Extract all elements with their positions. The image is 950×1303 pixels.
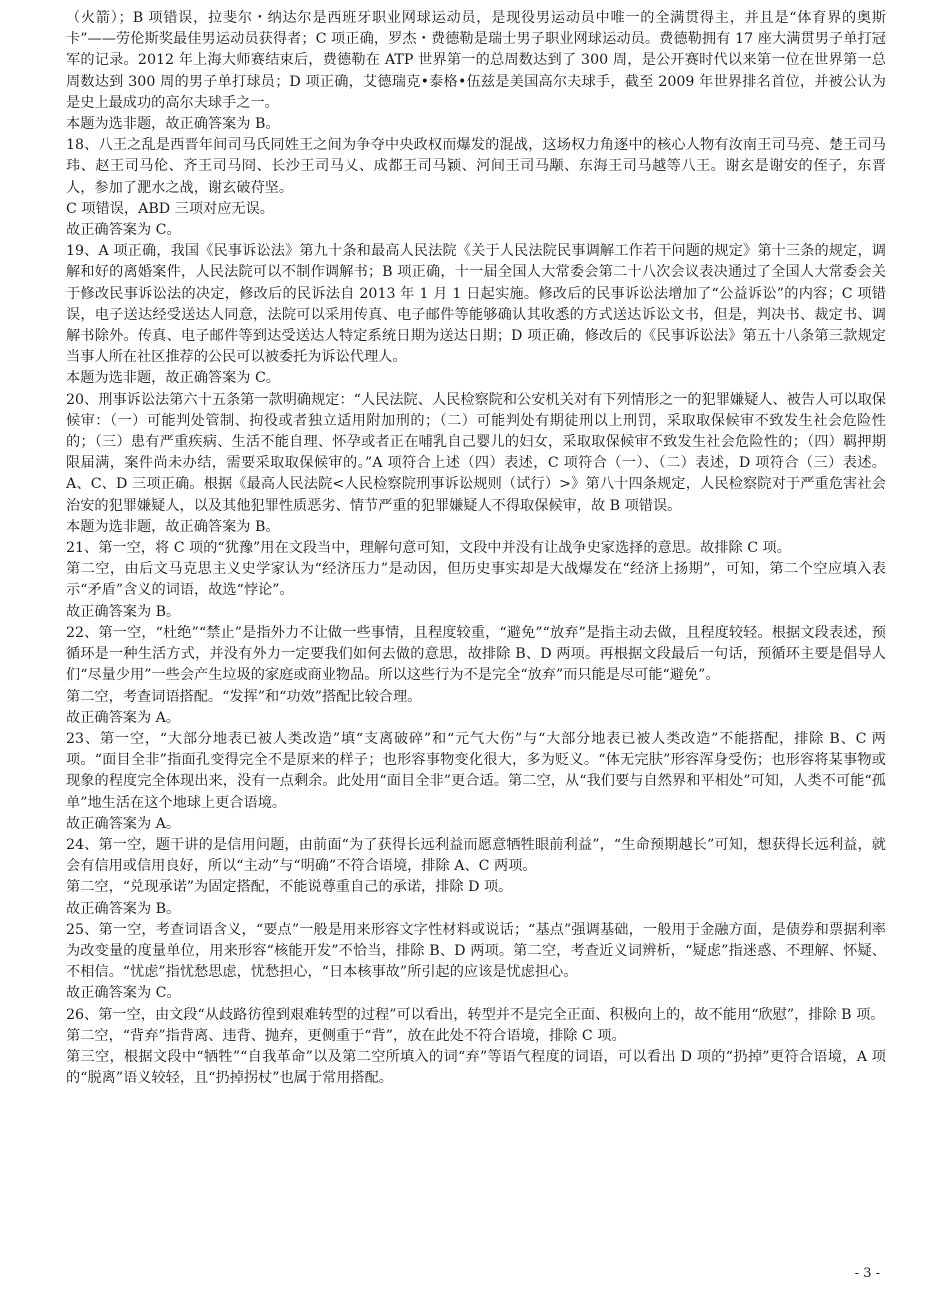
document-body bbox=[66, 8, 886, 1089]
paragraph: 26、第一空，由文段“从歧路彷徨到艰难转型的过程”可以看出，转型并不是完全正面、积极向上的，故不能用“欣慰”，排除 B 项。 bbox=[66, 1006, 885, 1023]
paragraph: 24、第一空，题干讲的是信用问题，由前面“为了获得长远利益而愿意牺牲眼前利益”，“生命预期越长”可知，想获得长远利益，就会有信用或信用良好，所以“主动”与“明确”不符合语境，排除 A、C 两项。 bbox=[66, 836, 886, 875]
paragraph: 25、第一空，考查词语含义，“要点”一般是用来形容文字性材料或说话；“基点”强调基础，一般用于金融方面，是债券和票据利率为改变量的度量单位，用来形容“核能开发”不恰当，排除 B、D 两项。第二空，考查近义词辨析，“疑虑”指迷惑、不理解、怀疑、不相信。“忧虑”指忧愁思虑，忧愁担心，“日本核事故”所引起的应该是忧虑担心。 bbox=[66, 921, 886, 981]
paragraph: 第二空，由后文马克思主义史学家认为“经济压力”是动因，但历史事实却是大战爆发在“经济上扬期”，可知，第二个空应填入表示“矛盾”含义的词语，故选“悖论”。 bbox=[66, 561, 886, 599]
paragraph: 故正确答案为 B。 bbox=[66, 900, 181, 917]
paragraph: 第二空，考查词语搭配。“发挥”和“功效”搭配比较合理。 bbox=[66, 688, 422, 705]
paragraph: 20、刑事诉讼法第六十五条第一款明确规定：“人民法院、人民检察院和公安机关对有下列情形之一的犯罪嫌疑人、被告人可以取保候审：（一）可能判处管制、拘役或者独立适用附加刑的；（二）可能判处有期徒刑以上刑罚，采取取保候审不致发生社会危险性的；（三）患有严重疾病、生活不能自理、怀孕或者正在哺乳自己婴儿的妇女，采取取保候审不致发生社会危险性的；（四）羁押期限届满，案件尚未办结，需要采取取保候审的。”A 项符合上述（四）表述，C 项符合（一）、（二）表述，D 项符合（三）表述。A、C、D 三项正确。根据《最高人民法院<人民检察院刑事诉讼规则（试行）>》第八十四条规定，人民检察院对于严重危害社会治安的犯罪嫌疑人，以及其他犯罪性质恶劣、情节严重的犯罪嫌疑人不得取保候审，故 B 项错误。 bbox=[66, 391, 886, 514]
paragraph: 23、第一空，“大部分地表已被人类改造”填“支离破碎”和“元气大伤”与“大部分地表已被人类改造”不能搭配，排除 B、C 两项。“面目全非”指面孔变得完全不是原来的样子；也形容事物变化很大，多为贬义。“体无完肤”形容浑身受伤；也形容将某事物或现象的程度完全体现出来，没有一点剩余。此处用“面目全非”更合适。第二空，从“我们要与自然界和平相处”可知，人类不可能“孤单”地生活在这个地球上更合语境。 bbox=[66, 730, 886, 811]
paragraph: 本题为选非题，故正确答案为 C。 bbox=[66, 370, 280, 387]
paragraph: 故正确答案为 A。 bbox=[66, 709, 181, 726]
paragraph: 故正确答案为 C。 bbox=[66, 985, 181, 1002]
paragraph: 故正确答案为 C。 bbox=[66, 222, 181, 239]
paragraph: 19、A 项正确，我国《民事诉讼法》第九十条和最高人民法院《关于人民法院民事调解工作若干问题的规定》第十三条的规定，调解和好的离婚案件，人民法院可以不制作调解书；B 项正确，十一届全国人大常委会第二十八次会议表决通过了全国人大常委会关于修改民事诉讼法的决定，修改后的民诉法自 2013 年 1 月 1 日起实施。修改后的民事诉讼法增加了“公益诉讼”的内容；C 项错误，电子送达经受送达人同意，法院可以采用传真、电子邮件等能够确认其收悉的方式送达诉讼文书，但是，判决书、裁定书、调解书除外。传真、电子邮件等到达受送达人特定系统日期为送达日期；D 项正确，修改后的《民事诉讼法》第五十八条第三款规定当事人所在社区推荐的公民可以被委托为诉讼代理人。 bbox=[66, 243, 886, 366]
paragraph: 21、第一空，将 C 项的“犹豫”用在文段当中，理解句意可知，文段中并没有让战争史家选择的意思。故排除 C 项。 bbox=[66, 540, 791, 557]
paragraph: 故正确答案为 A。 bbox=[66, 815, 181, 832]
paragraph: 本题为选非题，故正确答案为 B。 bbox=[66, 518, 280, 535]
paragraph: 第二空，“兑现承诺”为固定搭配，不能说尊重自己的承诺，排除 D 项。 bbox=[66, 879, 513, 896]
page-number: - 3 - bbox=[854, 1266, 880, 1281]
paragraph: 故正确答案为 B。 bbox=[66, 603, 181, 620]
paragraph: C 项错误，ABD 三项对应无误。 bbox=[66, 200, 274, 217]
paragraph: （火箭）；B 项错误，拉斐尔・纳达尔是西班牙职业网球运动员，是现役男运动员中唯一的全满贯得主，并且是“体育界的奥斯卡”——劳伦斯奖最佳男运动员获得者；C 项正确，罗杰・费德勒是瑞士男子职业网球运动员。费德勒拥有 17 座大满贯男子单打冠军的记录。2012 年上海大师赛结束后，费德勒在 ATP 世界第一的总周数达到了 300 周，是公开赛时代以来第一位在世界第一总周数达到 300 周的男子单打球员；D 项正确，艾德瑞克•泰格•伍兹是美国高尔夫球手，截至 2009 年世界排名首位，并被公认为是史上最成功的高尔夫球手之一。 bbox=[66, 10, 886, 111]
paragraph: 18、八王之乱是西晋年间司马氏同姓王之间为争夺中央政权而爆发的混战，这场权力角逐中的核心人物有汝南王司马亮、楚王司马玮、赵王司马伦、齐王司马冏、长沙王司马乂、成都王司马颖、河间王司马颙、东海王司马越等八王。谢玄是谢安的侄子，东晋人，参加了淝水之战，谢玄破苻坚。 bbox=[66, 137, 886, 196]
paragraph: 第二空，“背弃”指背离、违背、抛弃，更侧重于“背”，放在此处不符合语境，排除 C 项。 bbox=[66, 1027, 626, 1044]
paragraph: 22、第一空，“杜绝”“禁止”是指外力不让做一些事情，且程度较重，“避免”“放弃”是指主动去做，且程度较轻。根据文段表述，预循环是一种生活方式，并没有外力一定要我们如何去做的意思，故排除 B、D 两项。再根据文段最后一句话，预循环主要是倡导人们“尽量少用”一些会产生垃圾的家庭或商业物品。所以这些行为不是完全“放弃”而只能是尽可能“避免”。 bbox=[66, 624, 886, 684]
paragraph: 第三空，根据文段中“牺牲”“自我革命”以及第二空所填入的词“弃”等语气程度的词语，可以看出 D 项的“扔掉”更符合语境，A 项的“脱离”语义较轻，且“扔掉拐杖”也属于常用搭配。 bbox=[66, 1048, 886, 1087]
paragraph: 本题为选非题，故正确答案为 B。 bbox=[66, 116, 280, 133]
